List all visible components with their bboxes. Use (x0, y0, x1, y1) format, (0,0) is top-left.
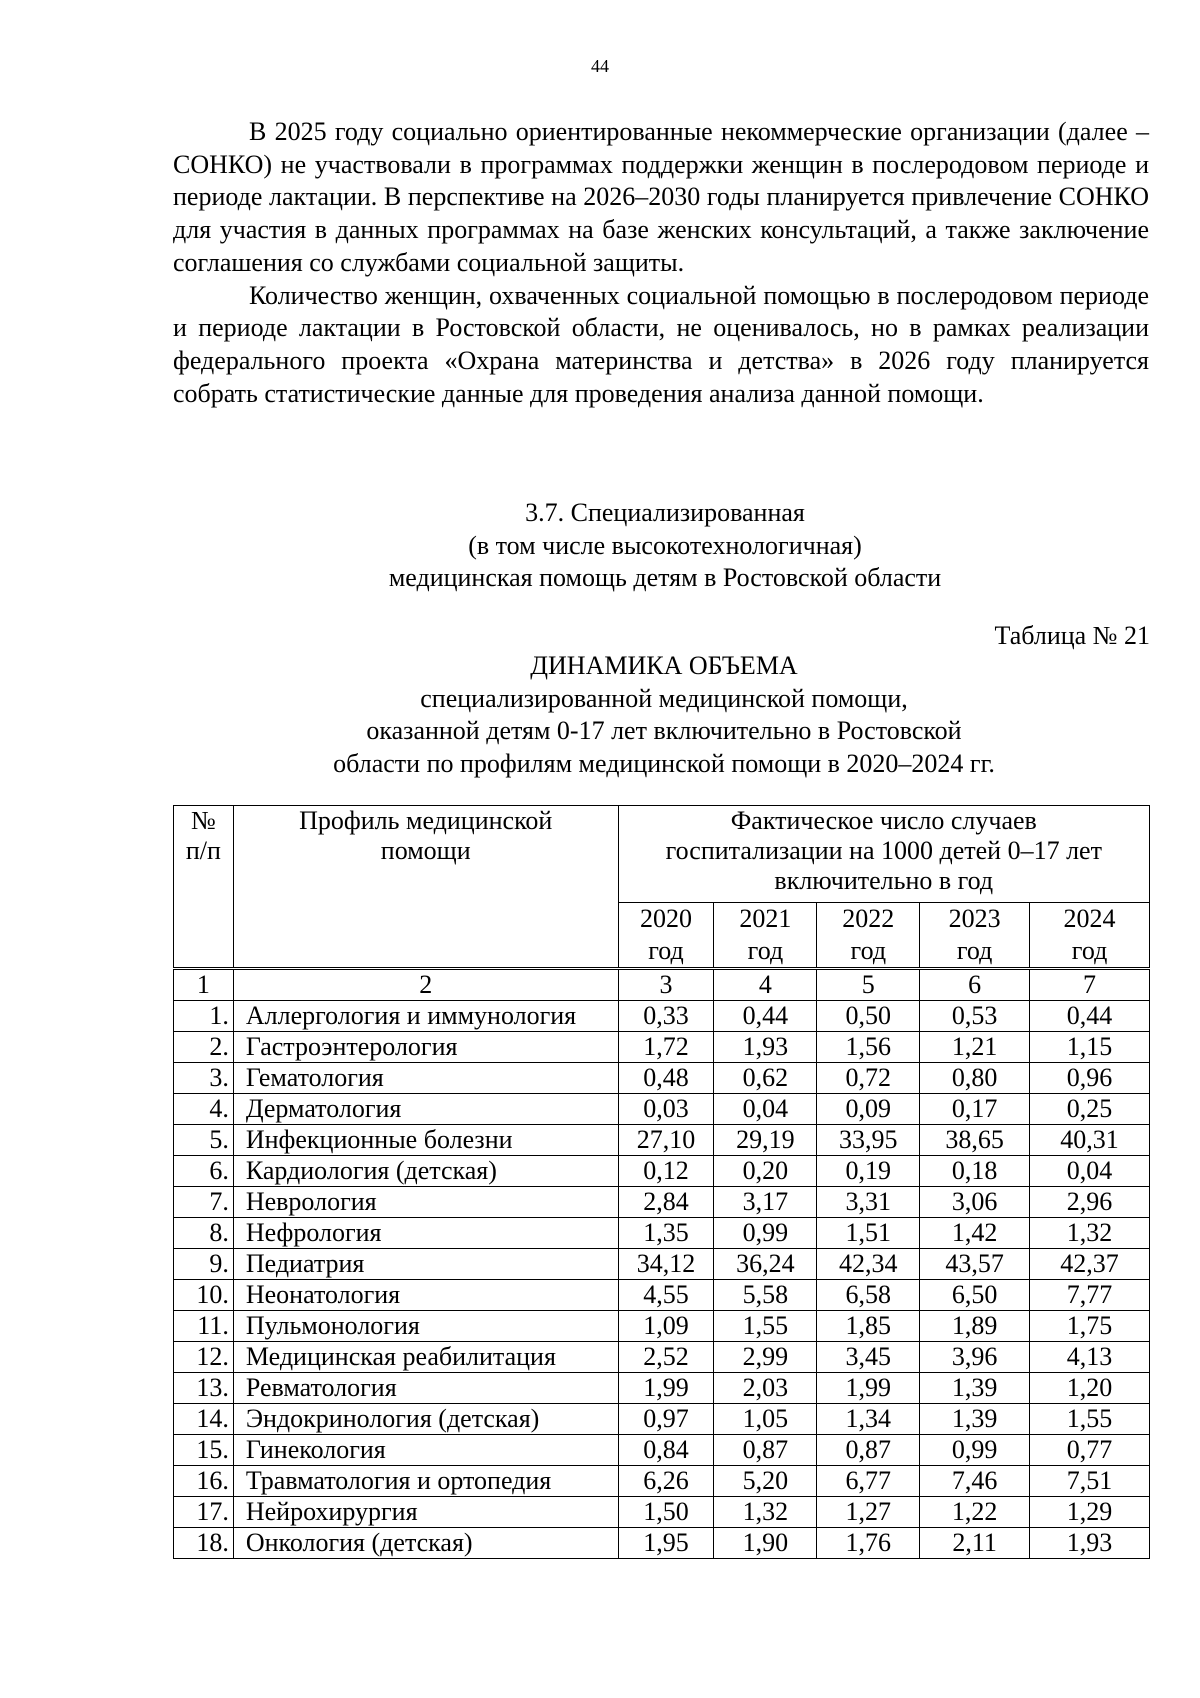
value-cell: 0,99 (714, 1218, 817, 1249)
table-row (174, 1249, 1150, 1280)
year-cell (817, 903, 920, 969)
value-cell: 4,55 (618, 1280, 714, 1311)
value-cell: 34,12 (618, 1249, 714, 1280)
value-cell: 1,90 (714, 1528, 817, 1559)
value-cell: 2,11 (920, 1528, 1030, 1559)
value-cell: 1,27 (817, 1497, 920, 1528)
value-cell: 2,99 (714, 1342, 817, 1373)
value-cell: 0,62 (714, 1063, 817, 1094)
year-suffix: год (1071, 936, 1108, 965)
value-cell: 1,51 (817, 1218, 920, 1249)
page-number: 44 (591, 56, 609, 76)
value-cell: 1,72 (618, 1032, 714, 1063)
profile-cell: Педиатрия (233, 1249, 618, 1280)
column-number-cell: 6 (920, 969, 1030, 1001)
value-cell: 1,20 (1030, 1373, 1150, 1404)
profile-cell: Гематология (233, 1063, 618, 1094)
header-profile-line: помощи (380, 836, 471, 865)
value-cell: 1,99 (618, 1373, 714, 1404)
value-cell: 0,18 (920, 1156, 1030, 1187)
year-label: 2020 (640, 904, 693, 933)
year-cell (618, 903, 714, 969)
value-cell: 1,76 (817, 1528, 920, 1559)
year-label: 2022 (842, 904, 895, 933)
table-row (174, 1435, 1150, 1466)
value-cell: 0,87 (817, 1435, 920, 1466)
value-cell: 3,06 (920, 1187, 1030, 1218)
value-cell: 1,09 (618, 1311, 714, 1342)
section-title-line: (в том числе высокотехнологичная) (468, 530, 862, 560)
value-cell: 5,58 (714, 1280, 817, 1311)
header-group-cell (618, 806, 1149, 903)
table-row (174, 1187, 1150, 1218)
value-cell: 7,46 (920, 1466, 1030, 1497)
row-number-cell: 10. (174, 1280, 234, 1311)
value-cell: 0,48 (618, 1063, 714, 1094)
value-cell: 3,96 (920, 1342, 1030, 1373)
row-number-cell: 15. (174, 1435, 234, 1466)
table-row (174, 1404, 1150, 1435)
value-cell: 1,75 (1030, 1311, 1150, 1342)
value-cell: 43,57 (920, 1249, 1030, 1280)
value-cell: 1,50 (618, 1497, 714, 1528)
row-number-cell: 9. (174, 1249, 234, 1280)
section-title-line: медицинская помощь детям в Ростовской области (388, 563, 942, 592)
table-row (174, 1373, 1150, 1404)
table-row (174, 1342, 1150, 1373)
row-number-cell: 2. (174, 1032, 234, 1063)
value-cell: 2,84 (618, 1187, 714, 1218)
year-cell (920, 903, 1030, 969)
header-number-line: № (191, 806, 216, 835)
value-cell: 1,21 (920, 1032, 1030, 1063)
value-cell: 1,39 (920, 1373, 1030, 1404)
value-cell: 29,19 (714, 1125, 817, 1156)
paragraph-2: Количество женщин, охваченных социальной помощью в послеродовом периоде и периоде лактации в Ростовской области, не оценивалось, но в рамках реализации федерального проекта «Охрана материнства и детства» в 2026 году планируется собрать статистические данные для проведения анализа данной помощи. (173, 280, 1149, 408)
value-cell: 1,89 (920, 1311, 1030, 1342)
table-row (174, 1125, 1150, 1156)
value-cell: 0,50 (817, 1001, 920, 1032)
row-number-cell: 5. (174, 1125, 234, 1156)
year-cell (1030, 903, 1150, 969)
value-cell: 0,33 (618, 1001, 714, 1032)
profile-cell: Ревматология (233, 1373, 618, 1404)
row-number-cell: 1. (174, 1001, 234, 1032)
table-row (174, 1280, 1150, 1311)
column-number-cell: 5 (817, 969, 920, 1001)
column-number-cell: 7 (1030, 969, 1150, 1001)
value-cell: 27,10 (618, 1125, 714, 1156)
row-number-cell: 12. (174, 1342, 234, 1373)
header-profile-line: Профиль медицинской (299, 806, 553, 835)
table-row (174, 1156, 1150, 1187)
table-row (174, 1218, 1150, 1249)
section-title (0, 497, 1200, 595)
profile-cell: Неонатология (233, 1280, 618, 1311)
row-number-cell: 16. (174, 1466, 234, 1497)
value-cell: 0,04 (714, 1094, 817, 1125)
table-row (174, 1311, 1150, 1342)
header-group-line: включительно в год (774, 866, 994, 895)
value-cell: 1,55 (1030, 1404, 1150, 1435)
value-cell: 1,39 (920, 1404, 1030, 1435)
value-cell: 1,42 (920, 1218, 1030, 1249)
value-cell: 7,51 (1030, 1466, 1150, 1497)
row-number-cell: 13. (174, 1373, 234, 1404)
profile-cell: Медицинская реабилитация (233, 1342, 618, 1373)
value-cell: 40,31 (1030, 1125, 1150, 1156)
column-number-cell: 3 (618, 969, 714, 1001)
value-cell: 38,65 (920, 1125, 1030, 1156)
table-row (174, 1497, 1150, 1528)
column-number-cell: 1 (174, 969, 234, 1001)
value-cell: 4,13 (1030, 1342, 1150, 1373)
year-suffix: год (956, 936, 993, 965)
value-cell: 42,34 (817, 1249, 920, 1280)
year-label: 2021 (739, 904, 792, 933)
value-cell: 0,84 (618, 1435, 714, 1466)
section-title-line: 3.7. Специализированная (525, 498, 805, 527)
table-row (174, 1528, 1150, 1559)
table-title-line: области по профилям медицинской помощи в 2020–2024 гг. (333, 748, 995, 778)
row-number-cell: 18. (174, 1528, 234, 1559)
row-number-cell: 14. (174, 1404, 234, 1435)
profile-cell: Нефрология (233, 1218, 618, 1249)
value-cell: 0,53 (920, 1001, 1030, 1032)
row-number-cell: 6. (174, 1156, 234, 1187)
value-cell: 3,45 (817, 1342, 920, 1373)
value-cell: 0,17 (920, 1094, 1030, 1125)
value-cell: 0,03 (618, 1094, 714, 1125)
row-number-cell: 11. (174, 1311, 234, 1342)
value-cell: 0,09 (817, 1094, 920, 1125)
profile-cell: Пульмонология (233, 1311, 618, 1342)
table-row (174, 1032, 1150, 1063)
value-cell: 0,04 (1030, 1156, 1150, 1187)
value-cell: 2,52 (618, 1342, 714, 1373)
value-cell: 2,03 (714, 1373, 817, 1404)
table-title-line: ДИНАМИКА ОБЪЕМА (530, 651, 798, 680)
row-number-cell: 4. (174, 1094, 234, 1125)
value-cell: 2,96 (1030, 1187, 1150, 1218)
profile-cell: Инфекционные болезни (233, 1125, 618, 1156)
paragraph-1: В 2025 году социально ориентированные некоммерческие организации (далее – СОНКО) не участвовали в программах поддержки женщин в послеродовом периоде и периоде лактации. В перспективе на 2026–2030 годы планируется привлечение СОНКО для участия в данных программах на базе женских консультаций, а также заключение соглашения со службами социальной защиты. (173, 117, 1149, 277)
row-number-cell: 8. (174, 1218, 234, 1249)
value-cell: 1,56 (817, 1032, 920, 1063)
value-cell: 1,22 (920, 1497, 1030, 1528)
data-table (173, 805, 1150, 1559)
value-cell: 0,19 (817, 1156, 920, 1187)
year-label: 2024 (1063, 904, 1116, 933)
value-cell: 1,55 (714, 1311, 817, 1342)
year-suffix: год (747, 936, 784, 965)
value-cell: 33,95 (817, 1125, 920, 1156)
value-cell: 1,99 (817, 1373, 920, 1404)
value-cell: 42,37 (1030, 1249, 1150, 1280)
table-row (174, 1094, 1150, 1125)
value-cell: 0,12 (618, 1156, 714, 1187)
header-group-line: госпитализации на 1000 детей 0–17 лет (665, 836, 1102, 865)
profile-cell: Кардиология (детская) (233, 1156, 618, 1187)
value-cell: 1,85 (817, 1311, 920, 1342)
value-cell: 36,24 (714, 1249, 817, 1280)
value-cell: 1,34 (817, 1404, 920, 1435)
profile-cell: Травматология и ортопедия (233, 1466, 618, 1497)
value-cell: 6,77 (817, 1466, 920, 1497)
body-text (173, 116, 1149, 410)
value-cell: 3,17 (714, 1187, 817, 1218)
table-row (174, 1466, 1150, 1497)
column-number-row (174, 969, 1150, 1001)
header-profile-cell (233, 806, 618, 969)
value-cell: 1,29 (1030, 1497, 1150, 1528)
year-suffix: год (648, 936, 684, 965)
row-number-cell: 7. (174, 1187, 234, 1218)
value-cell: 6,26 (618, 1466, 714, 1497)
value-cell: 1,15 (1030, 1032, 1150, 1063)
value-cell: 0,20 (714, 1156, 817, 1187)
value-cell: 1,95 (618, 1528, 714, 1559)
row-number-cell: 17. (174, 1497, 234, 1528)
profile-cell: Дерматология (233, 1094, 618, 1125)
profile-cell: Нейрохирургия (233, 1497, 618, 1528)
value-cell: 6,58 (817, 1280, 920, 1311)
table-number: Таблица № 21 (994, 621, 1150, 650)
header-number-cell (174, 806, 234, 969)
profile-cell: Гинекология (233, 1435, 618, 1466)
value-cell: 0,97 (618, 1404, 714, 1435)
value-cell: 6,50 (920, 1280, 1030, 1311)
column-number-cell: 4 (714, 969, 817, 1001)
value-cell: 0,77 (1030, 1435, 1150, 1466)
value-cell: 0,72 (817, 1063, 920, 1094)
year-label: 2023 (948, 904, 1001, 933)
table-title-line: специализированной медицинской помощи, (420, 683, 908, 713)
value-cell: 0,87 (714, 1435, 817, 1466)
profile-cell: Гастроэнтерология (233, 1032, 618, 1063)
value-cell: 0,25 (1030, 1094, 1150, 1125)
value-cell: 1,93 (714, 1032, 817, 1063)
year-cell (714, 903, 817, 969)
table-title-line: оказанной детям 0-17 лет включительно в Ростовской (366, 716, 962, 745)
header-number-line: п/п (185, 836, 221, 865)
value-cell: 0,44 (714, 1001, 817, 1032)
value-cell: 5,20 (714, 1466, 817, 1497)
table-row (174, 1063, 1150, 1094)
table-row (174, 1001, 1150, 1032)
header-group-line: Фактическое число случаев (730, 806, 1037, 835)
profile-cell: Онкология (детская) (233, 1528, 618, 1559)
row-number-cell: 3. (174, 1063, 234, 1094)
value-cell: 0,96 (1030, 1063, 1150, 1094)
value-cell: 1,05 (714, 1404, 817, 1435)
value-cell: 3,31 (817, 1187, 920, 1218)
value-cell: 1,32 (1030, 1218, 1150, 1249)
table-header-row (174, 806, 1150, 903)
year-suffix: год (850, 936, 887, 965)
value-cell: 1,35 (618, 1218, 714, 1249)
profile-cell: Эндокринология (детская) (233, 1404, 618, 1435)
value-cell: 1,32 (714, 1497, 817, 1528)
value-cell: 7,77 (1030, 1280, 1150, 1311)
table-title (0, 650, 1200, 780)
column-number-cell: 2 (233, 969, 618, 1001)
value-cell: 0,44 (1030, 1001, 1150, 1032)
value-cell: 0,80 (920, 1063, 1030, 1094)
profile-cell: Неврология (233, 1187, 618, 1218)
value-cell: 1,93 (1030, 1528, 1150, 1559)
profile-cell: Аллергология и иммунология (233, 1001, 618, 1032)
value-cell: 0,99 (920, 1435, 1030, 1466)
